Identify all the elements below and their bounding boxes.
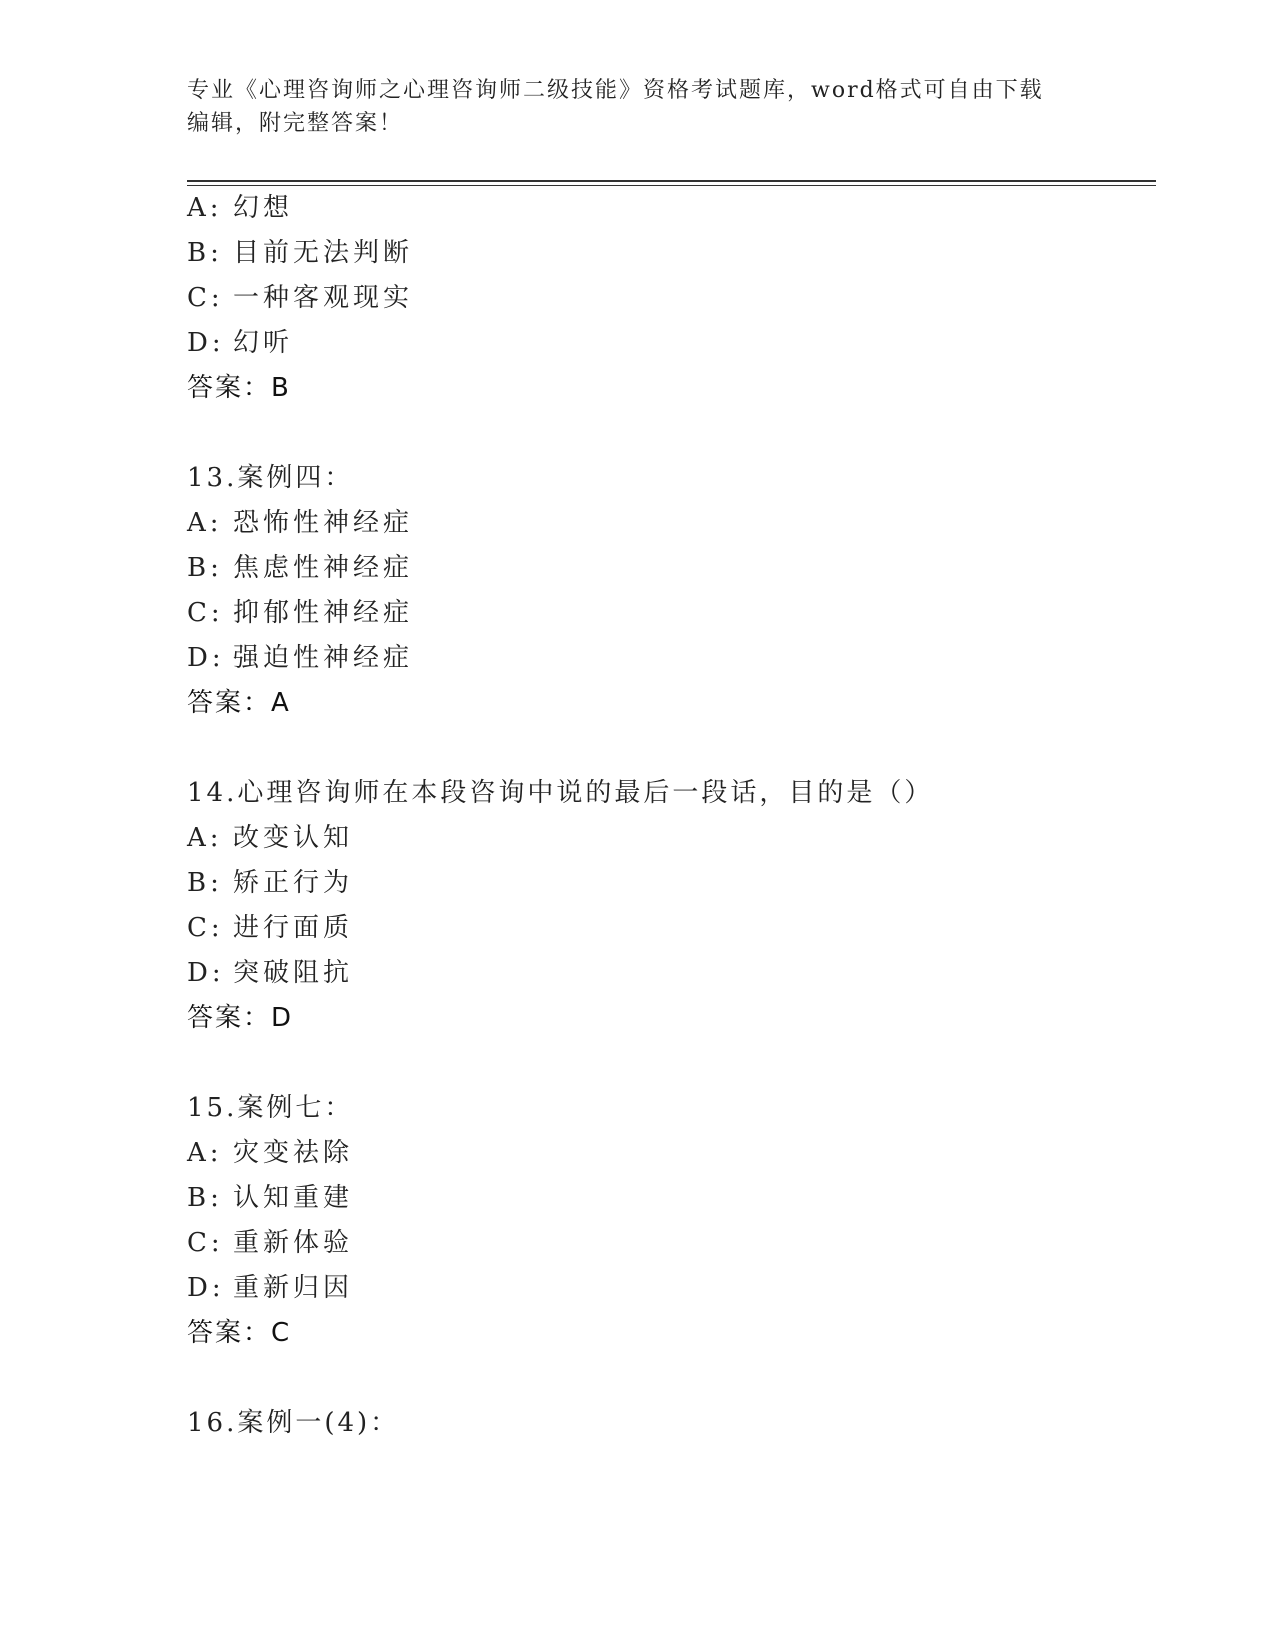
answer-line: 答案：C	[187, 1318, 292, 1348]
option-a: A: 恐怖性神经症	[187, 508, 414, 538]
option-c: C: 进行面质	[187, 913, 354, 943]
document-header	[187, 74, 1087, 140]
question-title: 13.案例四：	[187, 463, 354, 493]
header-divider-thick	[187, 180, 1156, 182]
option-a: A: 幻想	[187, 193, 294, 223]
option-b: B: 矫正行为	[187, 868, 354, 898]
option-b: B: 认知重建	[187, 1183, 354, 1213]
option-c: C: 一种客观现实	[187, 283, 414, 313]
option-a: A: 改变认知	[187, 823, 354, 853]
option-b: B: 目前无法判断	[187, 238, 414, 268]
option-d: D: 突破阻抗	[187, 958, 354, 988]
answer-line: 答案：D	[187, 1003, 294, 1033]
header-line-1: 专业《心理咨询师之心理咨询师二级技能》资格考试题库，word格式可自由下载	[187, 78, 1044, 103]
option-d: D: 强迫性神经症	[187, 643, 414, 673]
header-line-2: 编辑，附完整答案！	[187, 111, 404, 136]
option-c: C: 抑郁性神经症	[187, 598, 414, 628]
option-d: D: 重新归因	[187, 1273, 354, 1303]
header-divider-thin	[187, 185, 1156, 186]
question-title: 15.案例七：	[187, 1093, 354, 1123]
question-title: 16.案例一(4)：	[187, 1408, 400, 1438]
option-d: D: 幻听	[187, 328, 294, 358]
question-title: 14.心理咨询师在本段咨询中说的最后一段话，目的是（）	[187, 778, 934, 808]
option-a: A: 灾变祛除	[187, 1138, 354, 1168]
answer-line: 答案：B	[187, 373, 291, 403]
answer-line: 答案：A	[187, 688, 291, 718]
option-b: B: 焦虑性神经症	[187, 553, 414, 583]
option-c: C: 重新体验	[187, 1228, 354, 1258]
